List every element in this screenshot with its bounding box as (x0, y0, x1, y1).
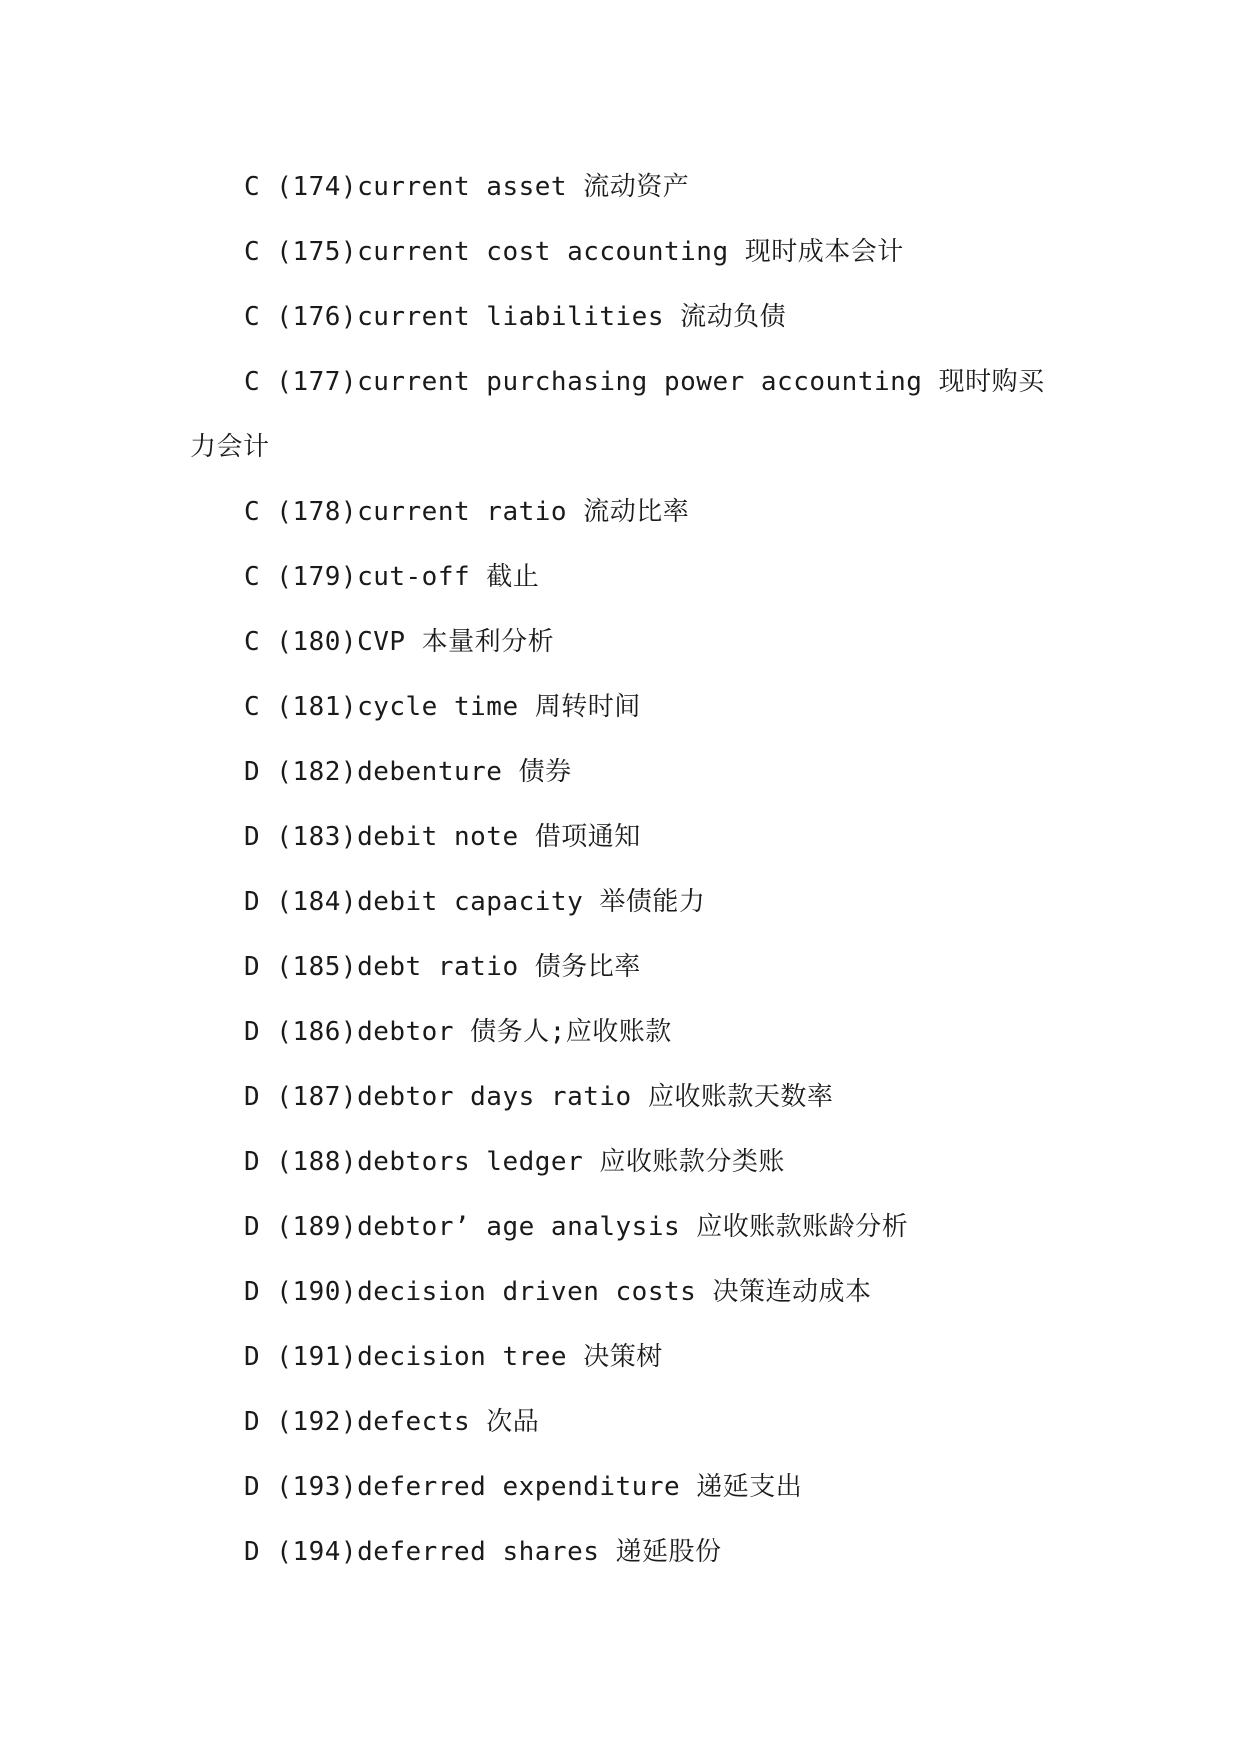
glossary-entry: C (179)cut-off 截止 (244, 562, 540, 592)
glossary-entry: D (184)debit capacity 举债能力 (244, 887, 706, 917)
glossary-entry: D (193)deferred expenditure 递延支出 (244, 1472, 803, 1502)
glossary-entry: D (189)debtor’ age analysis 应收账款账龄分析 (244, 1212, 909, 1242)
glossary-entry: D (187)debtor days ratio 应收账款天数率 (244, 1082, 834, 1112)
glossary-entry: C (175)current cost accounting 现时成本会计 (244, 237, 904, 267)
glossary-entry: C (176)current liabilities 流动负债 (244, 302, 787, 332)
glossary-entry: C (174)current asset 流动资产 (244, 172, 690, 202)
glossary-entry: D (194)deferred shares 递延股份 (244, 1537, 722, 1567)
glossary-entry: D (192)defects 次品 (244, 1407, 540, 1437)
glossary-entry: D (186)debtor 债务人;应收账款 (244, 1017, 672, 1047)
glossary-entry: D (183)debit note 借项通知 (244, 822, 641, 852)
glossary-entry: D (185)debt ratio 债务比率 (244, 952, 641, 982)
glossary-list (190, 155, 1070, 1585)
glossary-entry: C (181)cycle time 周转时间 (244, 692, 641, 722)
glossary-entry: C (177)current purchasing power accounting 现时购买力会计 (190, 367, 1045, 462)
glossary-entry: D (191)decision tree 决策树 (244, 1342, 663, 1372)
glossary-entry: D (190)decision driven costs 决策连动成本 (244, 1277, 872, 1307)
glossary-entry: D (182)debenture 债券 (244, 757, 572, 787)
glossary-entry: C (178)current ratio 流动比率 (244, 497, 690, 527)
glossary-entry: C (180)CVP 本量利分析 (244, 627, 555, 657)
glossary-entry: D (188)debtors ledger 应收账款分类账 (244, 1147, 785, 1177)
